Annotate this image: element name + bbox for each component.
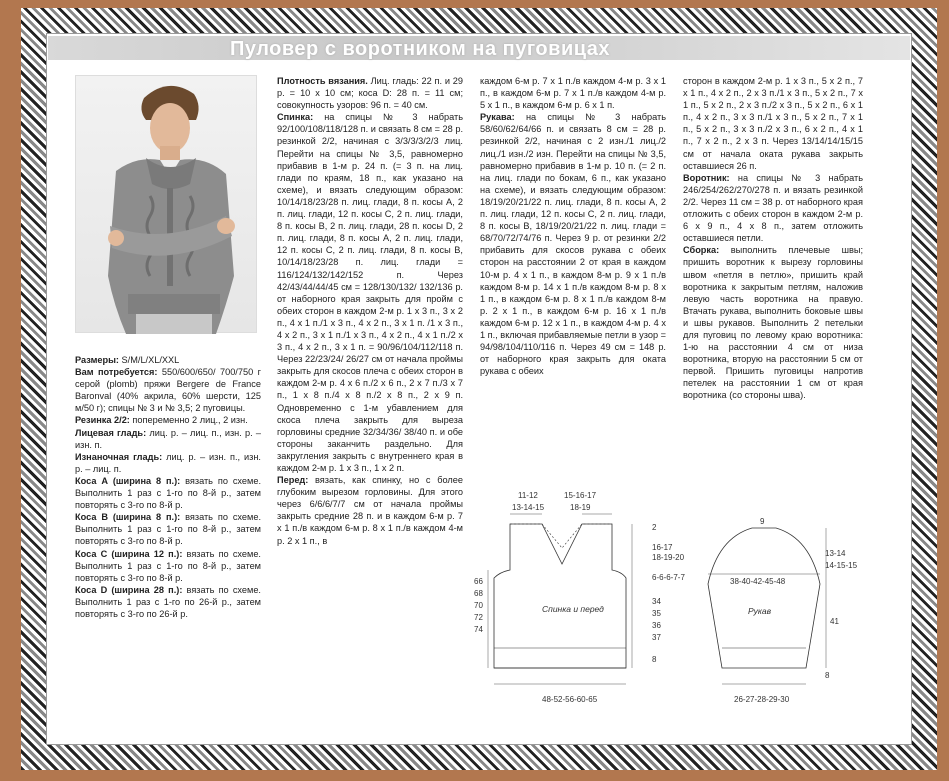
body-dim-left-1: 66 (474, 577, 483, 586)
paragraph-heading: Лицевая гладь: (75, 427, 147, 438)
text-column-4 (683, 75, 863, 402)
pattern-diagram (474, 488, 870, 718)
body-dim-right-4: 6-6-6-7-7 (652, 573, 685, 582)
col1-paragraph (75, 511, 261, 547)
paragraph-heading: Рукава: (480, 112, 515, 123)
body-dim-top-left-2: 13-14-15 (512, 503, 545, 512)
paragraph-heading: Коса С (ширина 12 п.): (75, 548, 183, 559)
sleeve-dim-mid: 38-40-42-45-48 (730, 577, 786, 586)
sleeve-schematic (708, 517, 858, 704)
body-dim-right-2: 16-17 (652, 543, 673, 552)
sleeve-dim-bottom: 26-27-28-29-30 (734, 695, 790, 704)
paragraph-heading: Воротник: (683, 172, 730, 183)
paragraph-text: вязать по схеме. Выполнить 1 раз с 1-го по 8-й р., затем повторять с 3-го по 8-й р. (75, 548, 261, 583)
paragraph-heading: Коса В (ширина 8 п.): (75, 512, 181, 523)
col1-paragraph (75, 354, 261, 366)
col1-paragraph (75, 451, 261, 475)
paragraph-heading: Перед: (277, 475, 309, 486)
paragraph-text: вязать по схеме. Выполнить 1 раз с 1-го по 8-й р., затем повторять с 3-го по 8-й р. (75, 512, 261, 547)
col1-paragraph (75, 584, 261, 620)
body-dim-top-right-2: 18-19 (570, 503, 591, 512)
sleeve-dim-top: 9 (760, 517, 765, 526)
paragraph-heading: Коса А (ширина 8 п.): (75, 475, 181, 486)
body-dim-left-3: 70 (474, 601, 483, 610)
sleeve-dim-right-2: 14-15-15 (825, 561, 858, 570)
col4-paragraph (683, 172, 863, 245)
paragraph-heading: Спинка: (277, 112, 314, 123)
paragraph-heading: Вам потребуется: (75, 367, 158, 378)
body-dim-right-5: 34 (652, 597, 661, 606)
body-schematic (474, 491, 685, 704)
paragraph-text: 550/600/650/ 700/750 г серой (plomb) пряжи Bergere de France Baronval (40% акрила, 60% шерсти, 125 м/50 г); спицы № 3 и № 3,5; 2 пуговицы. (75, 367, 261, 414)
body-dim-right-6: 35 (652, 609, 661, 618)
col2-paragraph (277, 111, 463, 474)
paragraph-heading: Коса D (ширина 28 п.): (75, 584, 183, 595)
paragraph-heading: Изнаночная гладь: (75, 451, 163, 462)
col1-paragraph (75, 427, 261, 451)
sleeve-dim-right-4: 8 (825, 671, 830, 680)
model-photo (75, 75, 257, 333)
sleeve-dim-right-3: 41 (830, 617, 839, 626)
col3-paragraph (480, 75, 666, 111)
col1-paragraph (75, 366, 261, 414)
paragraph-text: каждом 6-м р. 7 х 1 п./в каждом 4-м р. 3 х 1 п., в каждом 6-м р. 7 х 1 п./в каждом 4-м р. 5 х 1 п., в каждом 6-м р. 6 х 1 п. (480, 76, 666, 111)
text-column-3 (480, 75, 666, 377)
paragraph-text: сторон в каждом 2-м р. 1 х 3 п., 5 х 2 п., 7 х 1 п., 4 х 2 п., 2 х 3 п./1 х 3 п., 5 х 2 п., 7 х 1 п., 5 х 2 п., 2 х 3 п./2 х 3 п., 5 х 2 п., 6 х 1 п., 4 х 2 п., 3 х 3 п./1 х 3 п., 5 х 2 п., 7 х 1 п., 5 х 2 п., 3 х 3 п./2 х 3 п., 6 х 2 п., 4 х 1 п., 7 х 2 п., 2 х 3 п. Через 13/14/14/15/15 см от начала оката рукава закрыть оставшиеся 26 п. (683, 76, 863, 171)
col2-paragraph (277, 474, 463, 547)
paragraph-text: на спицы № 3 набрать 58/60/62/64/66 п. и связать 8 см = 28 р. резинкой 2/2, начиная с 2 изн./1 лиц./2 лиц./1 изн./2 изн. Перейти на спицы № 3,5, равномерно прибавив в 1-м р. 10 п. (= 2 п. на лиц. глади по бокам, 6 п., как указано на схеме), и вязать следующим образом: 18/19/20/21/22 п. лиц. глади, 8 п. косы А, 2 п. лиц. глади, 12 п. косы С, 2 п. лиц. глади, 8 п. косы В, 18/19/20/21/22 п. лиц. глади = 68/70/72/74/76 п. Через 9 р. от резинки 2/2 прибавить для скосов рукава с обеих сторон на расстоянии 2 от края в каждом 10-м р. 4 х 1 п., в каждом 8-м р. 9 х 1 п./в каждом 8-м р. 14 х 1 п./в каждом 8-м р. 8 х 1 п., в каждом 6-м р. 8 х 1 п./в каждом 8-м р. 2 х 1 п., в каждом 6-м р. 16 х 1 п./в каждом 6-м р. 12 х 1 п., в каждом 4-м р. 4 х 1 п., включая прибавляемые петли в узор = 94/98/104/110/116 п. Через 49 см = 148 р. от наборного края закрыть для оката рукава с обеих (480, 112, 666, 377)
paragraph-text: вязать по схеме. Выполнить 1 раз с 1-го по 8-й р., затем повторять с 3-го по 8-й р. (75, 475, 261, 511)
col1-paragraph (75, 414, 261, 426)
body-label: Спинка и перед (542, 604, 604, 614)
text-column-2 (277, 75, 463, 547)
paragraph-text: вязать по схеме. Выполнить 1 раз с 1-го по 26-й р., затем повторять с 3-го по 26-й р. (75, 584, 261, 619)
paragraph-heading: Сборка: (683, 245, 720, 256)
body-dim-right-1: 2 (652, 523, 657, 532)
paragraph-text: вязать, как спинку, но с более глубоким вырезом горловины. Для этого через 6/6/6/7/7 см от начала проймы закрыть средние 28 п. и в каждом 6-м р. 7 х 1 п./в каждом 6-м р. 8 х 1 п./в каждом 4-м р. 2 х 1 п., в (277, 475, 463, 546)
body-dim-right-3: 18-19-20 (652, 553, 685, 562)
body-dim-right-7: 36 (652, 621, 661, 630)
paragraph-text: S/M/L/XL/XXL (119, 355, 180, 365)
body-dim-left-2: 68 (474, 589, 483, 598)
body-dim-right-8: 37 (652, 633, 661, 642)
paragraph-heading: Плотность вязания. (277, 76, 368, 86)
paragraph-heading: Размеры: (75, 355, 119, 365)
paragraph-text: лиц. р. – изн. п., изн. р. – лиц. п. (75, 451, 261, 474)
body-dim-right-9: 8 (652, 655, 657, 664)
body-dim-left-4: 72 (474, 613, 483, 622)
paragraph-text: выполнить плечевые швы; пришить воротник к вырезу горловины швом «петля в петлю», пришить край воротника к закрытым петлям, наложив левую часть воротника на правую. Втачать рукава, выполнить боковые швы и швы рукавов. Выполнить 2 петельки для пуговиц по левому краю воротника: 1-ю на расстоянии 4 см от низа воротника, вторую на расстоянии 5 см от первой. Пришить пуговицы напротив петелек на расстоянии 1 см от края воротника (со стороны шва). (683, 245, 863, 401)
paragraph-text: Лиц. гладь: 22 п. и 29 р. = 10 х 10 см; коса D: 28 п. = 11 см; совокупность узоров: 96 п. = 40 см. (277, 76, 463, 111)
col4-paragraph (683, 244, 863, 401)
body-dim-top-left-1: 11-12 (518, 491, 538, 500)
col2-paragraph (277, 75, 463, 111)
col1-paragraph (75, 475, 261, 511)
col3-paragraph (480, 111, 666, 377)
text-column-1 (75, 354, 261, 620)
col1-paragraph (75, 548, 261, 584)
col4-paragraph (683, 75, 863, 172)
page-title: Пуловер с воротником на пуговицах (230, 38, 611, 60)
paragraph-text: попеременно 2 лиц., 2 изн. (129, 415, 248, 426)
body-dim-bottom: 48-52-56-60-65 (542, 695, 598, 704)
sleeve-dim-right-1: 13-14 (825, 549, 846, 558)
body-dim-left-5: 74 (474, 625, 483, 634)
paragraph-heading: Резинка 2/2: (75, 415, 130, 426)
paragraph-text: лиц. р. – лиц. п., изн. р. – изн. п. (75, 427, 261, 450)
paragraph-text: на спицы № 3 набрать 92/100/108/118/128 п. и связать 8 см = 28 р. резинкой 2/2, начиная с 3/3/3/3/2/3 лиц. Перейти на спицы № 3,5, равномерно прибавив в 1-м р. 24 п. (= 3 п. на лиц. глади по краям, 18 п., как указано на схеме), и вязать следующим образом: 10/14/18/23/28 п. лиц. глади, 8 п. косы А, 2 п. лиц. глади, 12 п. косы С, 2 п. лиц. глади, 8 п. косы В, 2 п. лиц. глади, 28 п. косы D, 2 п. лиц. глади, 8 п. косы А, 2 п. лиц. глади, 12 п. косы С, 2 п. лиц. глади, 8 п. косы В, 10/14/18/23/28 п. лиц. глади = 116/124/132/142/152 п. Через 42/43/44/44/45 см = 128/130/132/ 132/136 р. от наборного края закрыть для пройм с обеих сторон в каждом 2-м р. 1 х 3 п., 3 х 2 п., 4 х 1 п./1 х 3 п., 4 х 2 п., 3 х 1 п. /1 х 3 п., 4 х 2 п., 3 х 1 п./1 х 3 п., 4 х 2 п., 4 х 1 п./2 х 3 п., 4 х 2 п., 3 х 1 п. = 90/96/104/112/118 п. Через 22/23/24/ 26/27 см от начала проймы закрыть для скосов плеча с обеих сторон в каждом 2-м р. 4 х 6 п./2 х 6 п., 2 х 7 п./3 х 7 п., 1 х 8 п./4 х 8 п./2 х 8 п., 2 х 9 п. Одновременно с 1-м убавлением для скоса плеча закрыть для выреза горловины средние 32/34/36/ 38/40 п. и обе стороны заканчить раздельно. Для закругления закрыть с внутреннего края в каждом 2-м р. 1 х 3 п., 1 х 2 п. (277, 112, 463, 473)
paragraph-text: на спицы № 3 набрать 246/254/262/270/278 п. и вязать резинкой 2/2. Через 11 см = 38 р. от наборного края отложить с обеих сторон в каждом 2-м р. 6 х 9 п., 4 х 8 п., затем отложить оставшиеся петли. (683, 172, 863, 244)
sleeve-label: Рукав (748, 606, 772, 616)
body-dim-top-right-1: 15-16-17 (564, 491, 597, 500)
